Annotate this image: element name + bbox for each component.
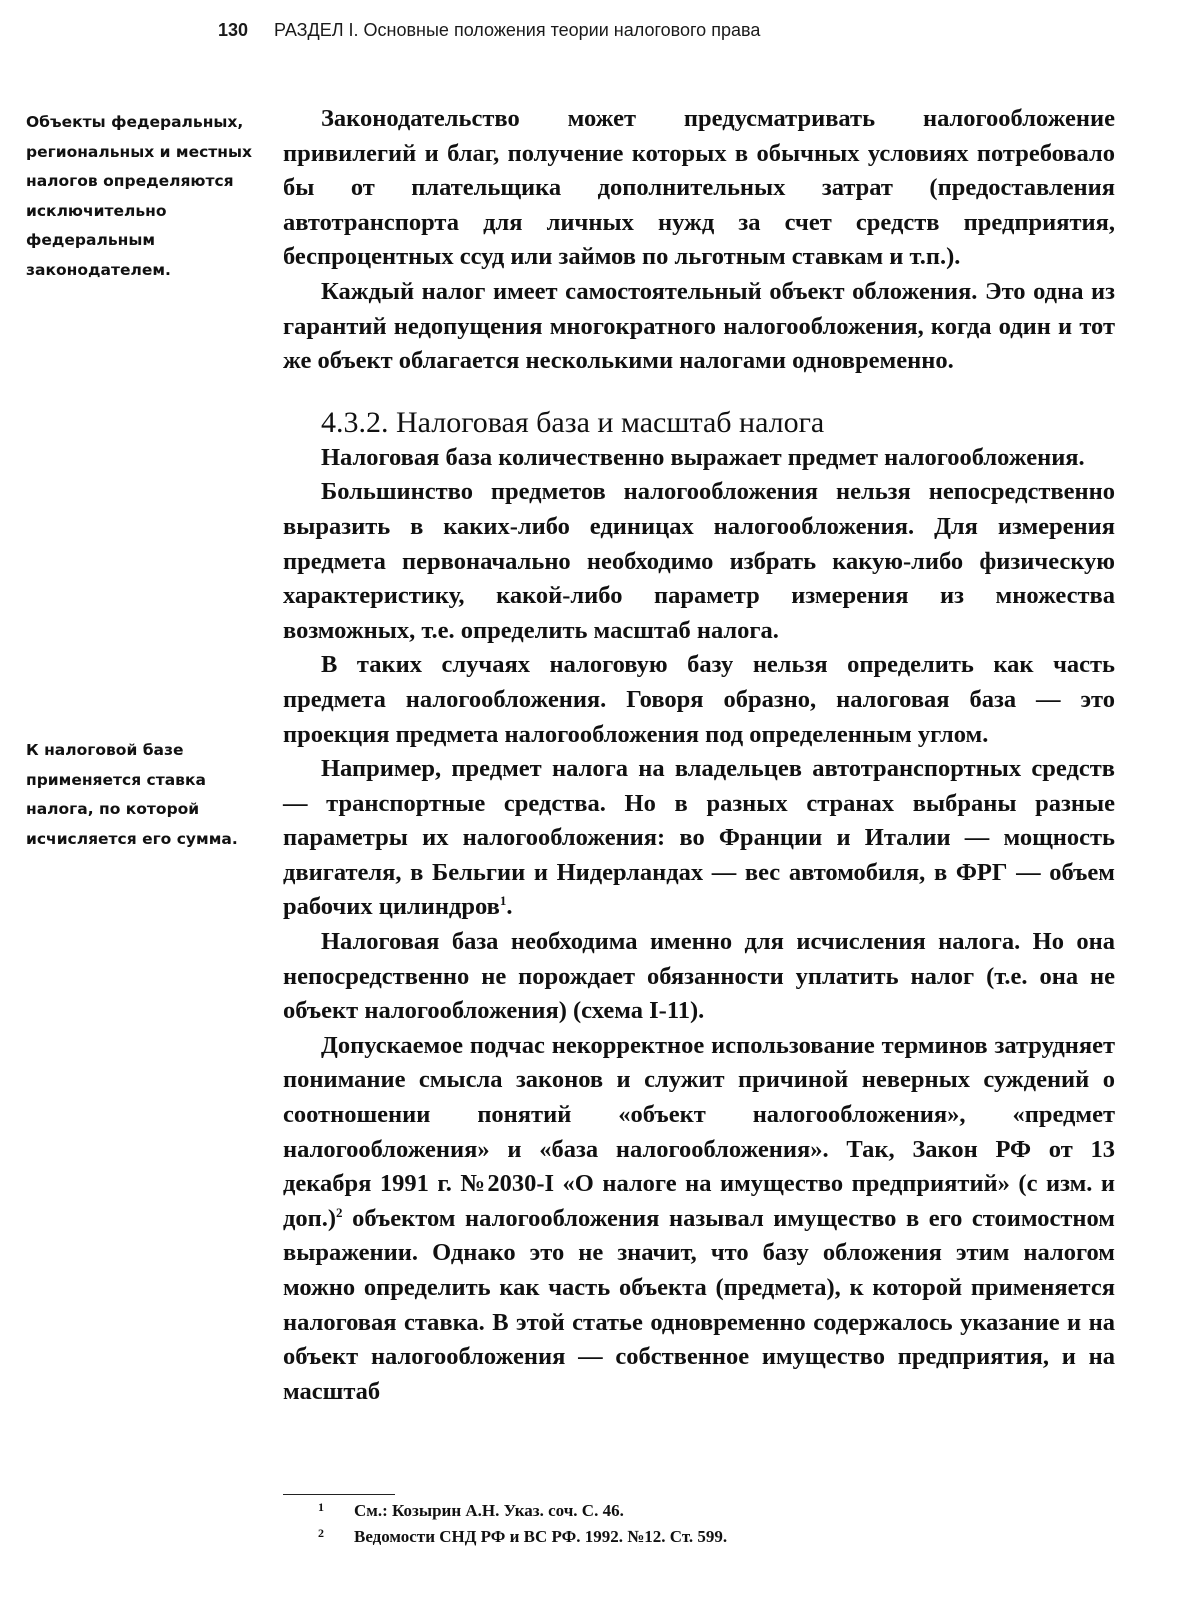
section-heading: 4.3.2. Налоговая база и масштаб налога — [321, 405, 825, 439]
footnote-divider — [283, 1494, 395, 1495]
footnote-reference[interactable]: 1 — [499, 893, 507, 909]
margin-note-tax-base: К налоговой базе применяется ставка налога, по которой исчисляется его сумма. — [26, 741, 238, 848]
footnote — [318, 1524, 1118, 1550]
page-number: 130 — [218, 20, 249, 40]
body-text — [283, 102, 1115, 1409]
paragraph: Каждый налог имеет самостоятельный объект обложения. Это одна из гарантий недопущения многократного налогообложения, когда один и тот же объект облагается несколькими налогами одновременно. — [283, 277, 1115, 375]
paragraph: Законодательство может предусматривать налогообложение привилегий и благ, получение которых в обычных условиях потребовало бы от плательщика дополнительных затрат (предоставления автотранспорта для личных нужд за счет средств предприятия, беспроцентных ссуд или займов по льготным ставкам и т.п.). — [283, 105, 1115, 271]
paragraph-text: объектом налогообложения называл имущество в его стоимостном выражении. Однако это не значит, что базу обложения этим налогом можно определить как часть объекта (предмета), к которой применяется налоговая ставка. В этой статье одновременно содержалось указание и на объект налогообложения — собственное имущество предприятия, и на масштаб — [283, 1204, 1115, 1405]
footnote — [318, 1498, 1118, 1524]
paragraph: Налоговая база необходима именно для исчисления налога. Но она непосредственно не порождает обязанности уплатить налог (т.е. она не объект налогообложения) (схема I-11). — [283, 928, 1115, 1025]
footnote-reference[interactable]: 2 — [336, 1204, 343, 1220]
running-head — [218, 20, 760, 41]
footnote-mark: 2 — [318, 1526, 324, 1540]
paragraph — [283, 1029, 1115, 1410]
footnotes — [318, 1498, 1118, 1550]
paragraph: Большинство предметов налогообложения нельзя непосредственно выразить в каких-либо единицах налогообложения. Для измерения предмета первоначально необходимо избрать какую-либо физическую характеристику, какой-либо параметр измерения из множества возможных, т.е. определить масштаб налога. — [283, 478, 1115, 644]
footnote-text: См.: Козырин А.Н. Указ. соч. С. 46. — [354, 1501, 624, 1520]
paragraph-text: . — [506, 893, 513, 921]
section-title: РАЗДЕЛ I. Основные положения теории налогового права — [274, 20, 761, 40]
footnote-text: Ведомости СНД РФ и ВС РФ. 1992. №12. Ст. 599. — [354, 1527, 728, 1546]
paragraph — [283, 752, 1115, 925]
footnote-mark: 1 — [318, 1500, 324, 1514]
paragraph: Налоговая база количественно выражает предмет налогообложения. — [321, 443, 1085, 471]
paragraph: В таких случаях налоговую базу нельзя определить как часть предмета налогообложения. Говоря образно, налоговая база — это проекция предмета налогообложения под определенным углом. — [283, 651, 1115, 748]
paragraph-text: Допускаемое подчас некорректное использование терминов затрудняет понимание смысла законов и служит причиной неверных суждений о соотношении понятий «объект налогообложения», «предмет налогообложения» и «база налогообложения». Так, Закон РФ от 13 декабря 1991 г. №2030-I «О налоге на имущество предприятий» (с изм. и доп.) — [283, 1031, 1115, 1232]
paragraph-text: Например, предмет налога на владельцев автотранспортных средств — транспортные средства. Но в разных странах выбраны разные параметры их налогообложения: во Франции и Италии — мощность двигателя, в Бельгии и Нидерландах — вес автомобиля, в ФРГ — объем рабочих цилиндров — [283, 755, 1115, 921]
margin-note-objects: Объекты федеральных, региональных и местных налогов определяются исключительно федеральным законодателем. — [26, 113, 252, 279]
